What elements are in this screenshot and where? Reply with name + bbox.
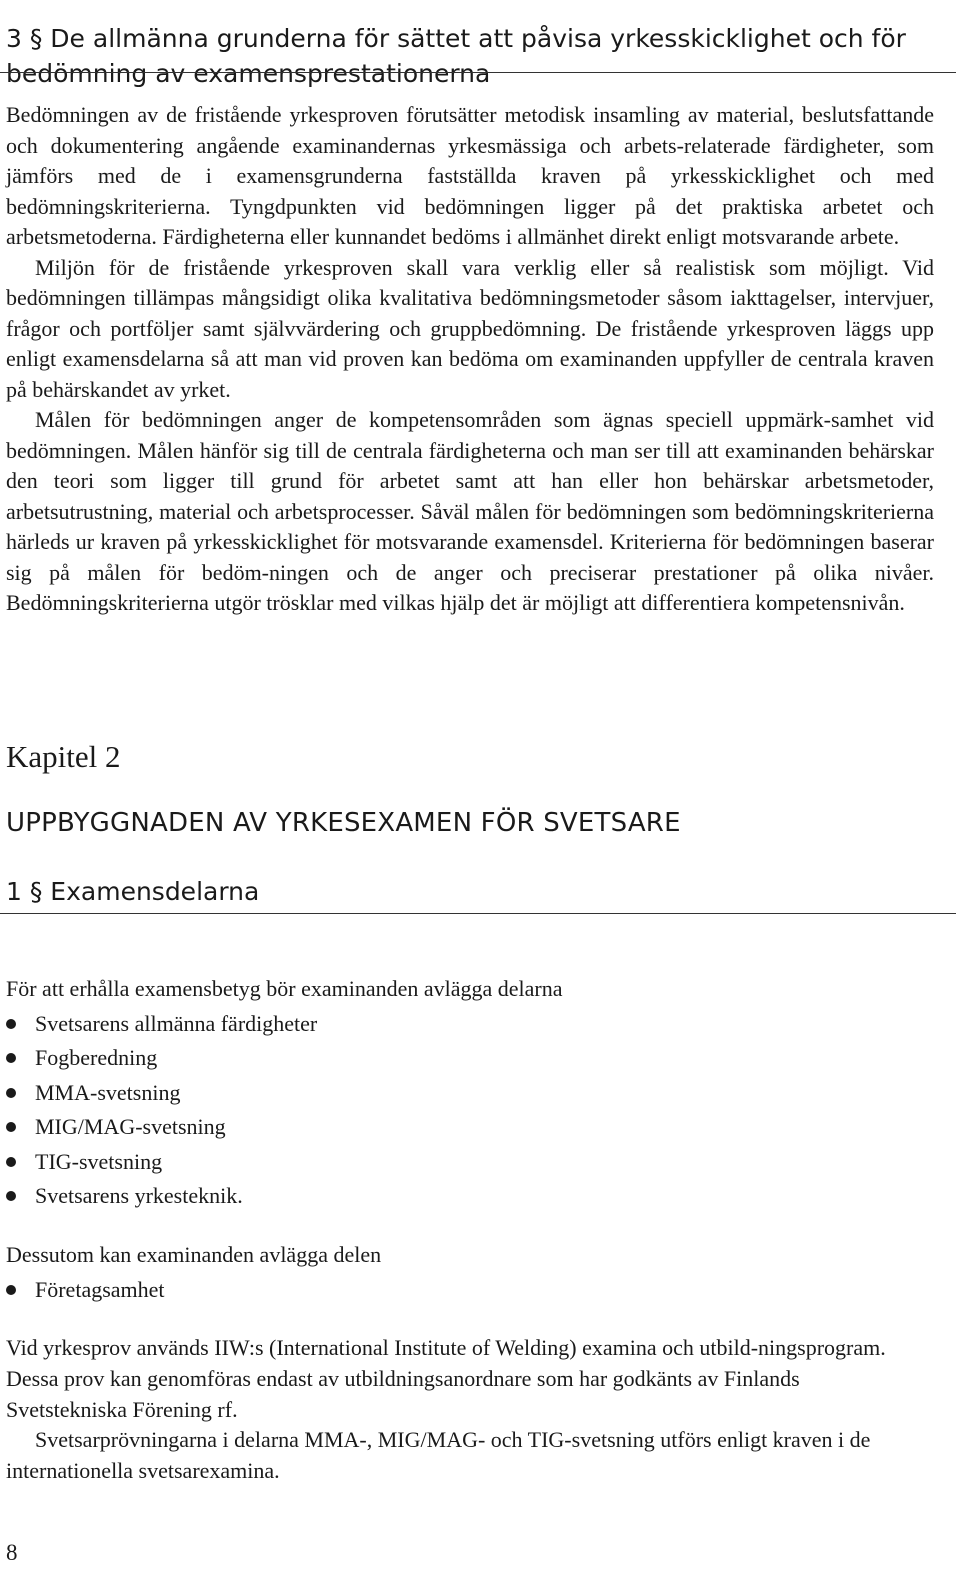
list-item: Fogberedning [6,1041,926,1076]
iiw-text [6,1333,921,1487]
section-heading-line-1: 3 § De allmänna grunderna för sättet att påvisa yrkesskicklighet och för [6,23,906,53]
page-number: 8 [6,1540,18,1565]
international-exam-paragraph: Svetsarprövningarna i delarna MMA-, MIG/MAG- och TIG-svetsning utförs enligt kraven i de internationella svetsarexamina. [6,1427,871,1484]
list-item: MMA-svetsning [6,1076,926,1111]
section-divider [0,913,956,914]
bullet-icon [6,1191,16,1201]
section-heading-line-2: bedömning av examensprestationerna [6,58,491,88]
bullet-icon [6,1053,16,1063]
list-item: TIG-svetsning [6,1145,926,1180]
optional-parts-lead: Dessutom kan examinanden avlägga delen [6,1242,382,1267]
chapter-label: Kapitel 2 [6,739,121,774]
section-heading [6,21,956,91]
chapter-title: UPPBYGGNADEN AV YRKESEXAMEN FÖR SVETSARE [6,808,681,838]
iiw-paragraph: Vid yrkesprov används IIW:s (International Institute of Welding) examina och utbild-ningsprogram. Dessa prov kan genomföras endast av utbildningsanordnare som har godkänts av Finlands Svetstekniska Förening rf. [6,1335,886,1422]
intro-paragraph-1: Bedömningen av de fristående yrkesproven förutsätter metodisk insamling av material, beslutsfattande och dokumentering angående examinandernas yrkesmässiga och arbets-relaterade färdigheter, som jämförs med de i examensgrunderna fastställda kraven på yrkesskicklighet och med bedömningskriterierna. Tyngdpunkten vid bedömningen ligger på det praktiska arbetet och arbetsmetoderna. Färdigheterna eller kunnandet bedöms i allmänhet direkt enligt motsvarande arbete. [6,102,934,249]
bullet-icon [6,1019,16,1029]
bullet-icon [6,1157,16,1167]
optional-parts-block [6,1238,926,1307]
intro-paragraph-3: Målen för bedömningen anger de kompetensområden som ägnas speciell uppmärk-samhet vid bedömningen. Målen hänför sig till de centrala färdigheterna och man ser till att examinanden behärskar den teori som ligger till grund för arbetet samt att han eller hon behärskar arbetsmetoder, arbetsutrustning, material och arbetsprocesser. Såväl målen för bedömningen som bedömningskriterierna härleds ur kraven på yrkesskicklighet för motsvarande examensdel. Kriterierna för bedömningen baserar sig på målen för bedöm-ningen och de anger och preciserar prestationer på olika nivåer. Bedömningskriterierna utgör trösklar med vilkas hjälp det är möjligt att differentiera kompetensnivån. [6,407,934,615]
list-item: Svetsarens yrkesteknik. [6,1179,926,1214]
required-parts-block [6,972,926,1214]
bullet-icon [6,1122,16,1132]
required-parts-list [6,1007,926,1214]
list-item: Företagsamhet [6,1273,926,1308]
bullet-icon [6,1088,16,1098]
section-heading-examensdelarna: 1 § Examensdelarna [6,877,260,906]
bullet-icon [6,1285,16,1295]
required-parts-lead: För att erhålla examensbetyg bör examinanden avlägga delarna [6,976,563,1001]
list-item: Svetsarens allmänna färdigheter [6,1007,926,1042]
intro-paragraph-2: Miljön för de fristående yrkesproven skall vara verklig eller så realistisk som möjligt. Vid bedömningen tillämpas mångsidigt olika kvalitativa bedömningsmetoder såsom iakttagelser, intervjuer, frågor och portföljer samt självvärdering och gruppbedömning. De fristående yrkesproven läggs upp enligt examensdelarna så att man vid proven kan bedöma om examinanden uppfyller de centrala kraven på behärskandet av yrket. [6,254,934,402]
optional-parts-list [6,1273,926,1308]
intro-text [6,100,934,619]
list-item: MIG/MAG-svetsning [6,1110,926,1145]
heading-divider [0,72,956,73]
